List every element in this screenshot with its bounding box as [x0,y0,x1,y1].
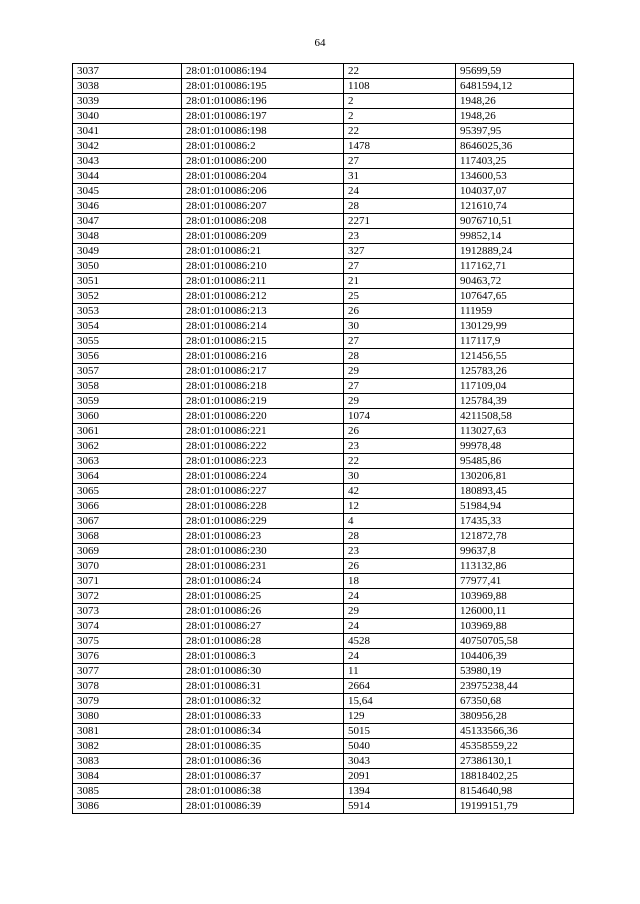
area-cell: 23 [344,229,456,244]
area-cell: 18 [344,574,456,589]
cadastral-number-cell: 28:01:010086:210 [182,259,344,274]
row-number-cell: 3043 [73,154,182,169]
table-row [73,289,574,304]
cadastral-number-cell: 28:01:010086:2 [182,139,344,154]
row-number-cell: 3073 [73,604,182,619]
area-cell: 22 [344,124,456,139]
row-number-cell: 3046 [73,199,182,214]
area-cell: 5015 [344,724,456,739]
row-number-cell: 3072 [73,589,182,604]
area-cell: 29 [344,364,456,379]
cadastral-number-cell: 28:01:010086:35 [182,739,344,754]
row-number-cell: 3058 [73,379,182,394]
value-cell: 113132,86 [456,559,574,574]
value-cell: 99978,48 [456,439,574,454]
row-number-cell: 3057 [73,364,182,379]
row-number-cell: 3051 [73,274,182,289]
value-cell: 117403,25 [456,154,574,169]
table-row [73,124,574,139]
cadastral-number-cell: 28:01:010086:36 [182,754,344,769]
row-number-cell: 3085 [73,784,182,799]
table-row [73,604,574,619]
row-number-cell: 3082 [73,739,182,754]
cadastral-number-cell: 28:01:010086:218 [182,379,344,394]
row-number-cell: 3069 [73,544,182,559]
value-cell: 134600,53 [456,169,574,184]
table-row [73,274,574,289]
table-row [73,679,574,694]
table-body [73,64,574,814]
row-number-cell: 3081 [73,724,182,739]
table-row [73,79,574,94]
cadastral-number-cell: 28:01:010086:31 [182,679,344,694]
row-number-cell: 3067 [73,514,182,529]
value-cell: 99637,8 [456,544,574,559]
row-number-cell: 3076 [73,649,182,664]
row-number-cell: 3044 [73,169,182,184]
row-number-cell: 3061 [73,424,182,439]
value-cell: 4211508,58 [456,409,574,424]
area-cell: 2271 [344,214,456,229]
table-row [73,169,574,184]
value-cell: 111959 [456,304,574,319]
row-number-cell: 3074 [73,619,182,634]
table-row [73,424,574,439]
table-row [73,499,574,514]
value-cell: 40750705,58 [456,634,574,649]
value-cell: 125783,26 [456,364,574,379]
value-cell: 53980,19 [456,664,574,679]
table-row [73,364,574,379]
row-number-cell: 3049 [73,244,182,259]
area-cell: 23 [344,544,456,559]
value-cell: 130129,99 [456,319,574,334]
area-cell: 24 [344,649,456,664]
table-row [73,784,574,799]
value-cell: 103969,88 [456,589,574,604]
table-row [73,514,574,529]
table-row [73,304,574,319]
table-row [73,589,574,604]
row-number-cell: 3047 [73,214,182,229]
table-row [73,649,574,664]
table-row [73,769,574,784]
cadastral-number-cell: 28:01:010086:30 [182,664,344,679]
area-cell: 2 [344,94,456,109]
row-number-cell: 3052 [73,289,182,304]
data-table [72,63,574,814]
value-cell: 104037,07 [456,184,574,199]
table-row [73,664,574,679]
row-number-cell: 3063 [73,454,182,469]
area-cell: 24 [344,619,456,634]
value-cell: 51984,94 [456,499,574,514]
row-number-cell: 3065 [73,484,182,499]
value-cell: 90463,72 [456,274,574,289]
area-cell: 12 [344,499,456,514]
cadastral-number-cell: 28:01:010086:37 [182,769,344,784]
area-cell: 11 [344,664,456,679]
value-cell: 17435,33 [456,514,574,529]
table-row [73,544,574,559]
area-cell: 327 [344,244,456,259]
table-row [73,394,574,409]
area-cell: 24 [344,184,456,199]
table-row [73,229,574,244]
table-row [73,64,574,79]
area-cell: 30 [344,469,456,484]
table-row [73,439,574,454]
table-row [73,484,574,499]
value-cell: 380956,28 [456,709,574,724]
table-row [73,184,574,199]
row-number-cell: 3075 [73,634,182,649]
area-cell: 29 [344,394,456,409]
value-cell: 103969,88 [456,619,574,634]
cadastral-number-cell: 28:01:010086:231 [182,559,344,574]
row-number-cell: 3071 [73,574,182,589]
row-number-cell: 3056 [73,349,182,364]
table-row [73,409,574,424]
table-row [73,454,574,469]
page-number: 64 [314,37,326,49]
value-cell: 104406,39 [456,649,574,664]
value-cell: 126000,11 [456,604,574,619]
area-cell: 26 [344,559,456,574]
cadastral-number-cell: 28:01:010086:25 [182,589,344,604]
table-row [73,139,574,154]
cadastral-number-cell: 28:01:010086:200 [182,154,344,169]
row-number-cell: 3078 [73,679,182,694]
cadastral-number-cell: 28:01:010086:229 [182,514,344,529]
row-number-cell: 3042 [73,139,182,154]
area-cell: 30 [344,319,456,334]
area-cell: 27 [344,334,456,349]
value-cell: 77977,41 [456,574,574,589]
value-cell: 45358559,22 [456,739,574,754]
table-row [73,259,574,274]
table-row [73,529,574,544]
value-cell: 8646025,36 [456,139,574,154]
cadastral-number-cell: 28:01:010086:195 [182,79,344,94]
area-cell: 26 [344,304,456,319]
cadastral-number-cell: 28:01:010086:32 [182,694,344,709]
area-cell: 28 [344,529,456,544]
cadastral-number-cell: 28:01:010086:21 [182,244,344,259]
cadastral-number-cell: 28:01:010086:34 [182,724,344,739]
table-row [73,574,574,589]
table-row [73,154,574,169]
cadastral-number-cell: 28:01:010086:206 [182,184,344,199]
table-row [73,709,574,724]
table-row [73,94,574,109]
value-cell: 95485,86 [456,454,574,469]
area-cell: 25 [344,289,456,304]
area-cell: 24 [344,589,456,604]
table-row [73,109,574,124]
cadastral-number-cell: 28:01:010086:196 [182,94,344,109]
row-number-cell: 3050 [73,259,182,274]
value-cell: 23975238,44 [456,679,574,694]
area-cell: 42 [344,484,456,499]
table-row [73,199,574,214]
area-cell: 29 [344,604,456,619]
row-number-cell: 3080 [73,709,182,724]
area-cell: 22 [344,64,456,79]
cadastral-number-cell: 28:01:010086:216 [182,349,344,364]
cadastral-number-cell: 28:01:010086:208 [182,214,344,229]
table-row [73,724,574,739]
table-row [73,244,574,259]
area-cell: 21 [344,274,456,289]
cadastral-number-cell: 28:01:010086:23 [182,529,344,544]
area-cell: 2091 [344,769,456,784]
row-number-cell: 3059 [73,394,182,409]
table-row [73,799,574,814]
area-cell: 1074 [344,409,456,424]
cadastral-number-cell: 28:01:010086:213 [182,304,344,319]
table-row [73,754,574,769]
cadastral-number-cell: 28:01:010086:220 [182,409,344,424]
row-number-cell: 3086 [73,799,182,814]
area-cell: 4528 [344,634,456,649]
cadastral-number-cell: 28:01:010086:212 [182,289,344,304]
cadastral-number-cell: 28:01:010086:26 [182,604,344,619]
value-cell: 18818402,25 [456,769,574,784]
area-cell: 5914 [344,799,456,814]
value-cell: 180893,45 [456,484,574,499]
area-cell: 1478 [344,139,456,154]
value-cell: 45133566,36 [456,724,574,739]
table-row [73,334,574,349]
cadastral-number-cell: 28:01:010086:33 [182,709,344,724]
value-cell: 113027,63 [456,424,574,439]
value-cell: 117117,9 [456,334,574,349]
table-row [73,634,574,649]
cadastral-number-cell: 28:01:010086:198 [182,124,344,139]
value-cell: 1912889,24 [456,244,574,259]
cadastral-number-cell: 28:01:010086:194 [182,64,344,79]
row-number-cell: 3083 [73,754,182,769]
value-cell: 117109,04 [456,379,574,394]
cadastral-number-cell: 28:01:010086:207 [182,199,344,214]
row-number-cell: 3066 [73,499,182,514]
row-number-cell: 3048 [73,229,182,244]
cadastral-number-cell: 28:01:010086:24 [182,574,344,589]
value-cell: 67350,68 [456,694,574,709]
cadastral-number-cell: 28:01:010086:227 [182,484,344,499]
row-number-cell: 3039 [73,94,182,109]
value-cell: 121456,55 [456,349,574,364]
value-cell: 117162,71 [456,259,574,274]
area-cell: 28 [344,199,456,214]
value-cell: 1948,26 [456,109,574,124]
row-number-cell: 3055 [73,334,182,349]
row-number-cell: 3064 [73,469,182,484]
row-number-cell: 3053 [73,304,182,319]
row-number-cell: 3068 [73,529,182,544]
table-row [73,559,574,574]
cadastral-number-cell: 28:01:010086:214 [182,319,344,334]
value-cell: 130206,81 [456,469,574,484]
table-row [73,619,574,634]
value-cell: 107647,65 [456,289,574,304]
value-cell: 9076710,51 [456,214,574,229]
cadastral-number-cell: 28:01:010086:224 [182,469,344,484]
value-cell: 125784,39 [456,394,574,409]
area-cell: 2664 [344,679,456,694]
row-number-cell: 3070 [73,559,182,574]
row-number-cell: 3040 [73,109,182,124]
cadastral-number-cell: 28:01:010086:221 [182,424,344,439]
value-cell: 27386130,1 [456,754,574,769]
area-cell: 2 [344,109,456,124]
area-cell: 5040 [344,739,456,754]
cadastral-number-cell: 28:01:010086:38 [182,784,344,799]
table-row [73,214,574,229]
table-row [73,319,574,334]
cadastral-number-cell: 28:01:010086:230 [182,544,344,559]
cadastral-number-cell: 28:01:010086:27 [182,619,344,634]
value-cell: 6481594,12 [456,79,574,94]
cadastral-number-cell: 28:01:010086:217 [182,364,344,379]
row-number-cell: 3062 [73,439,182,454]
table-row [73,739,574,754]
area-cell: 28 [344,349,456,364]
cadastral-number-cell: 28:01:010086:204 [182,169,344,184]
value-cell: 95397,95 [456,124,574,139]
area-cell: 1394 [344,784,456,799]
row-number-cell: 3079 [73,694,182,709]
table-row [73,694,574,709]
row-number-cell: 3077 [73,664,182,679]
cadastral-number-cell: 28:01:010086:222 [182,439,344,454]
row-number-cell: 3041 [73,124,182,139]
value-cell: 95699,59 [456,64,574,79]
cadastral-number-cell: 28:01:010086:28 [182,634,344,649]
row-number-cell: 3084 [73,769,182,784]
value-cell: 8154640,98 [456,784,574,799]
area-cell: 22 [344,454,456,469]
area-cell: 4 [344,514,456,529]
area-cell: 15,64 [344,694,456,709]
area-cell: 1108 [344,79,456,94]
area-cell: 26 [344,424,456,439]
cadastral-number-cell: 28:01:010086:3 [182,649,344,664]
value-cell: 121872,78 [456,529,574,544]
row-number-cell: 3045 [73,184,182,199]
area-cell: 129 [344,709,456,724]
area-cell: 27 [344,154,456,169]
value-cell: 99852,14 [456,229,574,244]
cadastral-number-cell: 28:01:010086:209 [182,229,344,244]
value-cell: 121610,74 [456,199,574,214]
table-row [73,469,574,484]
row-number-cell: 3054 [73,319,182,334]
row-number-cell: 3060 [73,409,182,424]
cadastral-number-cell: 28:01:010086:228 [182,499,344,514]
value-cell: 1948,26 [456,94,574,109]
cadastral-number-cell: 28:01:010086:211 [182,274,344,289]
cadastral-number-cell: 28:01:010086:215 [182,334,344,349]
table-row [73,379,574,394]
value-cell: 19199151,79 [456,799,574,814]
cadastral-number-cell: 28:01:010086:39 [182,799,344,814]
area-cell: 3043 [344,754,456,769]
row-number-cell: 3037 [73,64,182,79]
area-cell: 23 [344,439,456,454]
table-row [73,349,574,364]
area-cell: 27 [344,259,456,274]
cadastral-number-cell: 28:01:010086:219 [182,394,344,409]
cadastral-number-cell: 28:01:010086:223 [182,454,344,469]
row-number-cell: 3038 [73,79,182,94]
cadastral-number-cell: 28:01:010086:197 [182,109,344,124]
area-cell: 27 [344,379,456,394]
area-cell: 31 [344,169,456,184]
